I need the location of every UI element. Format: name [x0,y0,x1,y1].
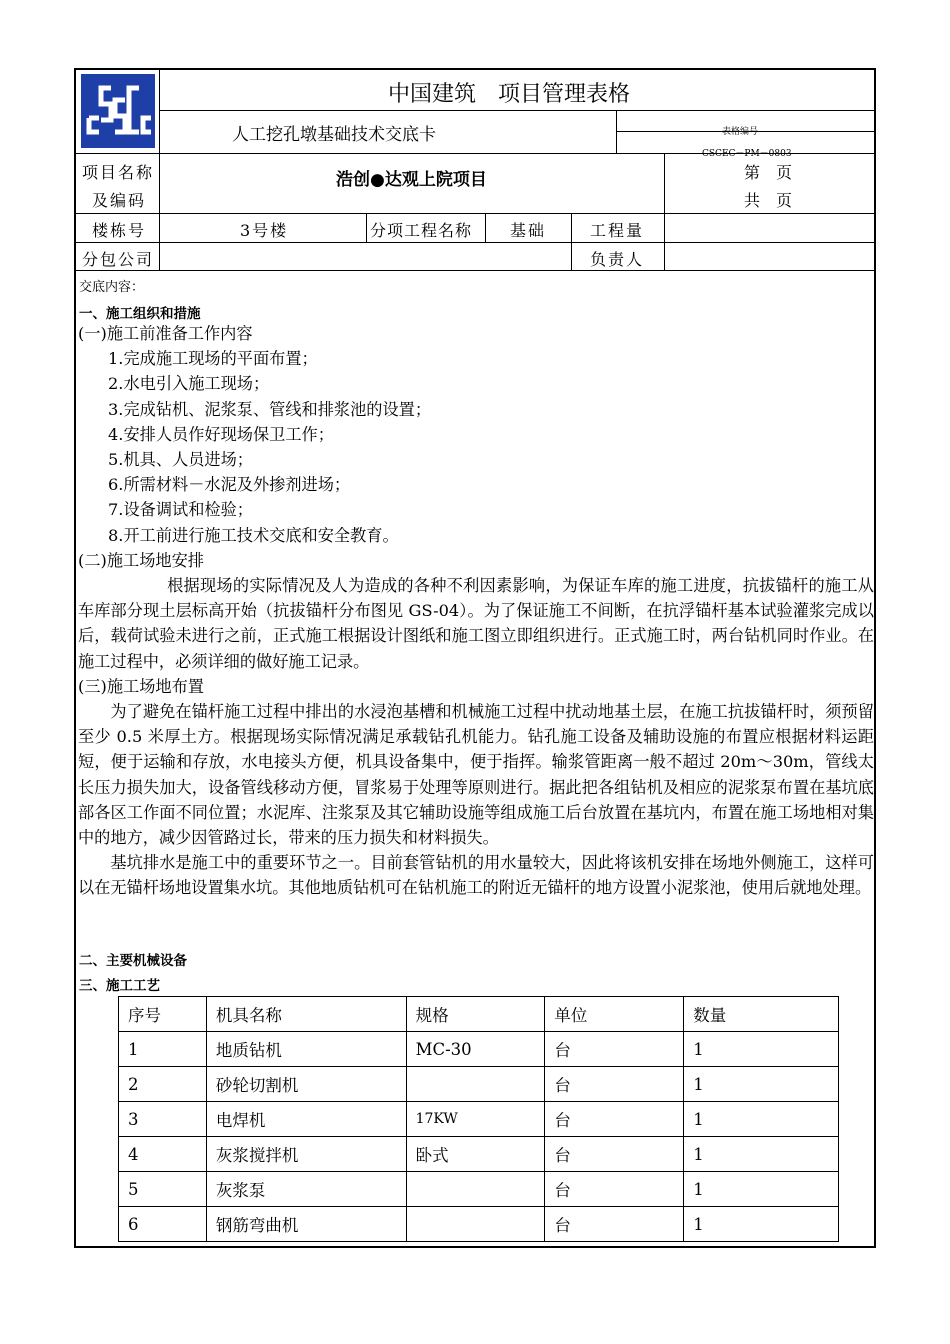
table-row [119,1207,839,1242]
table-header-cell: 数量 [684,997,839,1032]
table-cell: 台 [545,1207,684,1242]
subcontractor-label: 分包公司 [82,250,155,269]
subsection-3-title: (三)施工场地布置 [78,676,204,696]
table-cell: 电焊机 [206,1102,406,1137]
project-name-label: 项目名称 [82,163,155,182]
list-item: 5.机具、人员进场； [108,450,253,470]
section-2-heading: 二、主要机械设备 [79,953,187,969]
paragraph-site-arrangement: 根据现场的实际情况及人为造成的各种不利因素影响，为保证车库的施工进度，抗拔锚杆的施工从车库部分现土层标高开始（抗拔锚杆分布图见 GS-04）。为了保证施工不间断，在抗浮锚杆基本试验灌浆完成以后，载荷试验未进行之前，正式施工根据设计图纸和施工图立即组织进行。正式施工时，两台钻机同时作业。在施工过程中，必须详细的做好施工记录。 [78,576,874,671]
table-cell [406,1207,545,1242]
subsection-1-title: (一)施工前准备工作内容 [78,324,253,343]
table-cell: 1 [684,1102,839,1137]
table-cell: 台 [545,1032,684,1067]
table-cell: 台 [545,1137,684,1172]
table-cell: 3 [119,1102,207,1137]
table-row [119,1172,839,1207]
content-intro: 交底内容： [79,280,145,295]
table-cell: 台 [545,1172,684,1207]
subsection-2-title: (二)施工场地安排 [78,550,204,570]
list-item: 6.所需材料－水泥及外掺剂进场； [108,475,351,495]
list-item: 3.完成钻机、泥浆泵、管线和排浆池的设置； [108,399,432,419]
section-3-heading: 三、施工工艺 [79,978,160,994]
table-cell: 台 [545,1067,684,1102]
table-row [119,1032,839,1067]
table-cell: 17KW [406,1102,545,1137]
table-cell: 6 [119,1207,207,1242]
project-code-label: 及编码 [92,191,147,210]
divider [664,153,665,270]
quantity-label: 工程量 [590,221,645,240]
divider [74,270,876,271]
table-header-cell: 规格 [406,997,545,1032]
table-cell: 台 [545,1102,684,1137]
table-row [119,1067,839,1102]
table-cell: 5 [119,1172,207,1207]
table-cell: 地质钻机 [206,1032,406,1067]
table-header-cell: 机具名称 [206,997,406,1032]
table-header-cell: 序号 [119,997,207,1032]
table-header-cell: 单位 [545,997,684,1032]
table-cell: 1 [684,1067,839,1102]
section-1-body [78,321,874,901]
list-item: 8.开工前进行施工技术交底和安全教育。 [108,525,399,545]
divider [485,213,486,242]
table-cell [406,1172,545,1207]
form-number-label: 表格编号 [722,127,759,137]
table-row [119,1102,839,1137]
table-cell: 钢筋弯曲机 [206,1207,406,1242]
equipment-table [118,996,839,1242]
table-cell: 1 [684,1137,839,1172]
table-header-row [119,997,839,1032]
table-row [119,1137,839,1172]
form-number-value: CSCEC－PM－0803 [702,149,792,159]
building-value: 3号楼 [240,221,289,240]
page-title: 中国建筑 项目管理表格 [388,82,631,107]
table-cell: 灰浆搅拌机 [206,1137,406,1172]
table-cell [406,1067,545,1102]
building-label: 楼栋号 [92,221,147,240]
divider [159,153,160,270]
paragraph-drainage: 基坑排水是施工中的重要环节之一。目前套管钻机的用水量较大，因此将该机安排在场地外侧施工，这样可以在无锚杆场地设置集水坑。其他地质钻机可在钻机施工的附近无锚杆的地方设置小泥浆池，使用后就地处理。 [78,853,874,898]
list-item: 7.设备调试和检验； [108,500,253,520]
subitem-label: 分项工程名称 [370,221,473,240]
total-pages-label: 共 页 [744,191,793,210]
list-item: 2.水电引入施工现场； [108,374,270,394]
table-cell: 1 [684,1172,839,1207]
divider [571,213,572,270]
responsible-label: 负责人 [590,250,645,269]
table-cell: 1 [119,1032,207,1067]
list-item: 4.安排人员作好现场保卫工作； [108,424,334,444]
page-number-label: 第 页 [744,163,793,182]
table-cell: 2 [119,1067,207,1102]
table-cell: 4 [119,1137,207,1172]
divider [366,213,367,242]
divider [74,242,876,243]
subitem-value: 基础 [510,221,547,240]
table-cell: 卧式 [406,1137,545,1172]
table-cell: MC-30 [406,1032,545,1067]
paragraph-site-layout: 为了避免在锚杆施工过程中排出的水浸泡基槽和机械施工过程中扰动地基土层，在施工抗拔锚杆时，须预留至少 0.5 米厚土方。根据现场实际情况满足承载钻孔机能力。钻孔施工设备及辅助设施的布置应根据材料运距短，便于运输和存放，水电接头方便，机具设备集中，便于指挥。输浆管距离一般不超过 20m～30m，管线太长压力损失加大，设备管线移动方便，冒浆易于处理等原则进行。据此把各组钻机及相应的泥浆泵布置在基坑底部各区工作面不同位置；水泥库、注浆泵及其它辅助设施等组成施工后台放置在基坑内，布置在施工场地相对集中的地方，减少因管路过长，带来的压力损失和材料损失。 [78,702,874,848]
form-subtitle: 人工挖孔墩基础技术交底卡 [232,125,436,145]
cscec-logo [77,70,159,152]
table-cell: 灰浆泵 [206,1172,406,1207]
divider [74,213,876,214]
section-1-heading: 一、施工组织和措施 [79,306,201,322]
table-cell: 1 [684,1032,839,1067]
list-item: 1.完成施工现场的平面布置； [108,349,318,369]
divider [159,110,876,111]
table-cell: 1 [684,1207,839,1242]
project-name-value: 浩创●达观上院项目 [336,170,487,190]
table-cell: 砂轮切割机 [206,1067,406,1102]
